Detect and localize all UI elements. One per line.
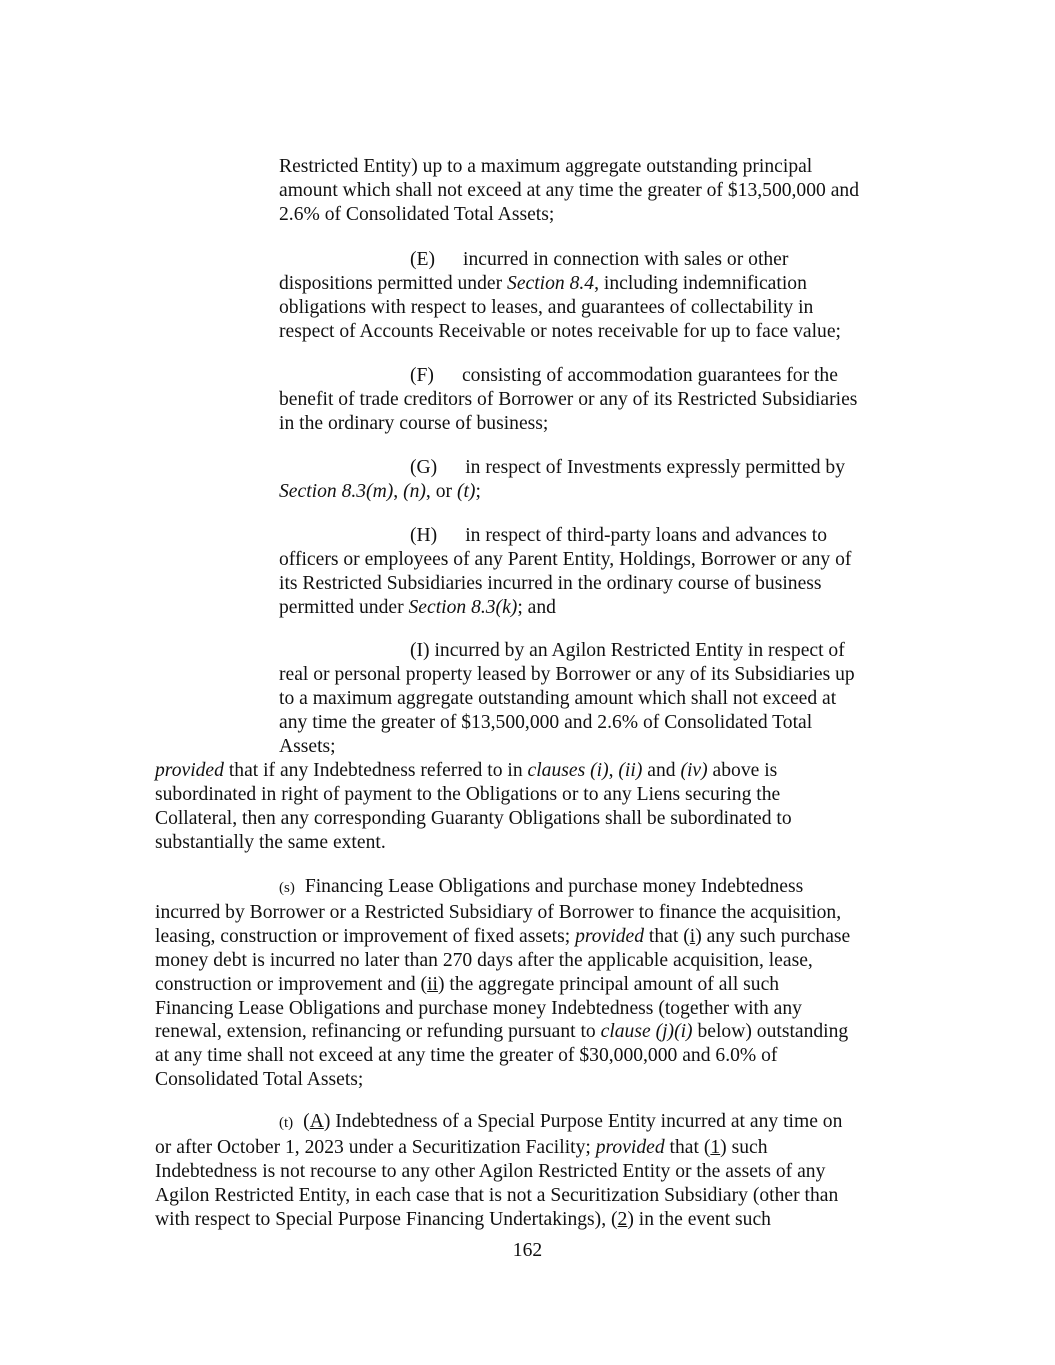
clause-label: (t) (279, 1115, 294, 1131)
clause-label: (s) (279, 880, 295, 896)
proviso-paragraph: provided that if any Indebtedness referred to in clauses (i), (ii) and (iv) above is subordinated in right of payment to the Obligations or to any Liens securing the Collateral, then any corresponding Guaranty Obligations shall be subordinated to substantially the same extent. (155, 760, 792, 853)
clause-s: (s) Financing Lease Obligations and purchase money Indebtedness incurred by Borrower or a Restricted Subsidiary of Borrower to finance the acquisition, leasing, construction or improvement of fixed assets; provided that (i) any such purchase money debt is incurred no later than 270 days after the applicable acquisition, lease, construction or improvement and (ii) the aggregate principal amount of all such Financing Lease Obligations and purchase money Indebtedness (together with any renewal, extension, refinancing or refunding pursuant to clause (j)(i) below) outstanding at any time shall not exceed at any time the greater of $30,000,000 and 6.0% of Consolidated Total Assets; (155, 876, 851, 1091)
clause-d-continuation: Restricted Entity) up to a maximum aggregate outstanding principal amount which shall not exceed at any time the greater of $13,500,000 and 2.6% of Consolidated Total Assets; (279, 156, 860, 225)
clause-label: (F) (410, 365, 434, 386)
clause-h: (H) in respect of third-party loans and advances to officers or employees of any Parent Entity, Holdings, Borrower or any of its Restricted Subsidiaries incurred in the ordinary course of business permitted under Section 8.3(k); and (279, 525, 852, 618)
clause-t: (t) (A) Indebtedness of a Special Purpose Entity incurred at any time on or after October 1, 2023 under a Securitization Facility; provided that (1) such Indebtedness is not recourse to any other Agilon Restricted Entity or the assets of any Agilon Restricted Entity, in each case that is not a Securitization Subsidiary (other than with respect to Special Purpose Financing Undertakings), (2) in the event such (155, 1111, 843, 1230)
clause-f: (F) consisting of accommodation guarantees for the benefit of trade creditors of Borrower or any of its Restricted Subsidiaries in the ordinary course of business; (279, 365, 858, 434)
page-number: 162 (512, 1240, 543, 1261)
clause-e: (E) incurred in connection with sales or other dispositions permitted under Section 8.4, including indemnification obligations with respect to leases, and guarantees of collectability in respect of Accounts Receivable or notes receivable for up to face value; (279, 249, 841, 342)
clause-label: (H) (410, 525, 438, 546)
clause-g: (G) in respect of Investments expressly permitted by Section 8.3(m), (n), or (t); (279, 457, 846, 502)
clause-label: (E) (410, 249, 436, 270)
clause-label: (G) (410, 457, 438, 478)
clause-label: (I) (410, 640, 430, 661)
clause-i: (I) incurred by an Agilon Restricted Entity in respect of real or personal property leased by Borrower or any of its Subsidiaries up to a maximum aggregate outstanding amount which shall not exceed at any time the greater of $13,500,000 and 2.6% of Consolidated Total Assets; (279, 640, 855, 757)
